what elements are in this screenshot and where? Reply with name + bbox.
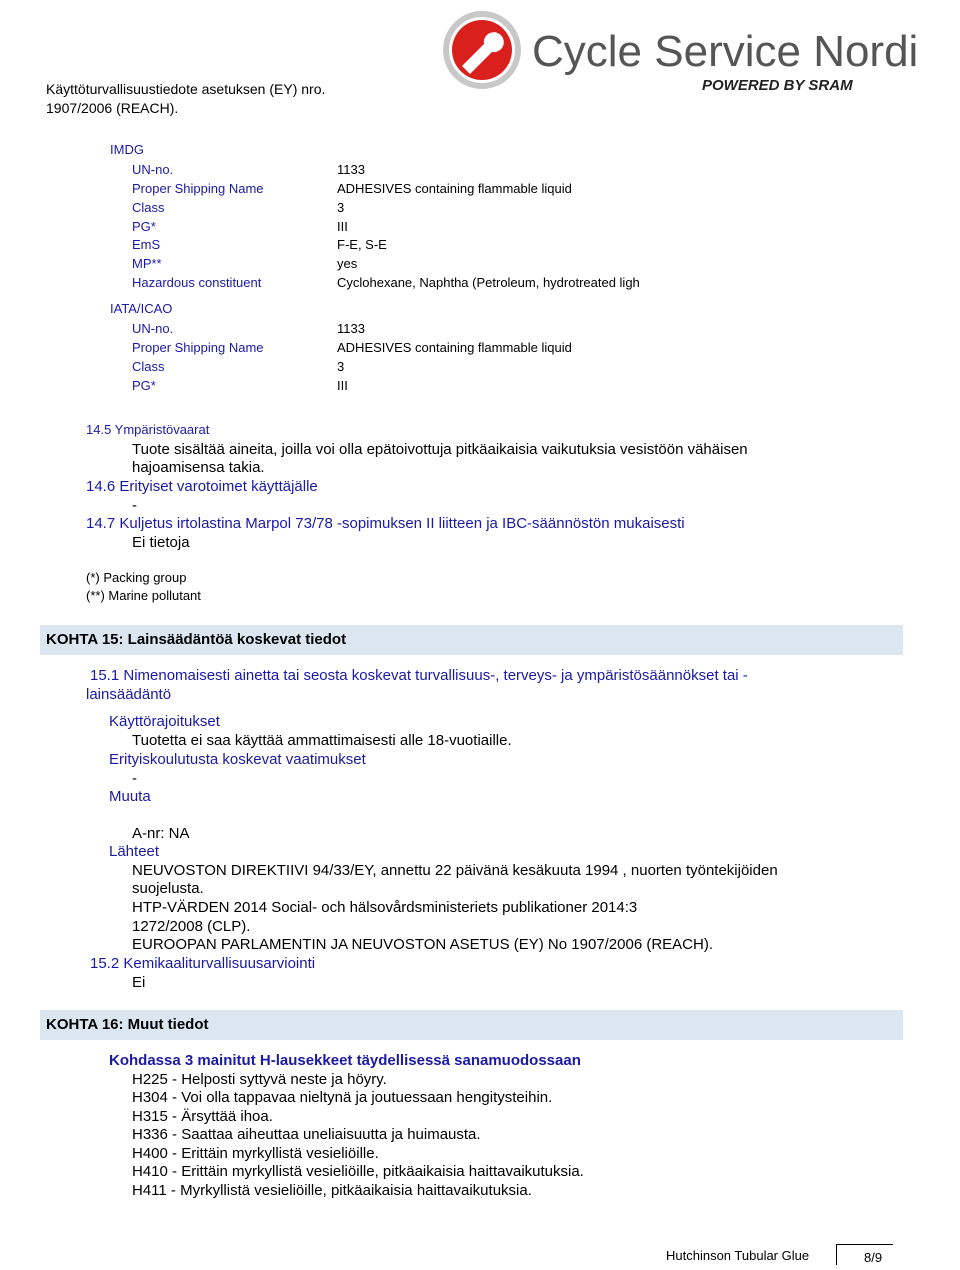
document-title xyxy=(46,80,325,118)
imdg-value-un: 1133 xyxy=(337,162,365,177)
imdg-label-ems: EmS xyxy=(132,237,161,252)
imdg-label-psn: Proper Shipping Name xyxy=(132,181,264,196)
erityiskoulutus-heading: Erityiskoulutusta koskevat vaatimukset xyxy=(109,751,366,768)
imdg-label-mp: MP** xyxy=(132,256,162,271)
document-title-line2: 1907/2006 (REACH). xyxy=(46,100,179,116)
imdg-heading: IMDG xyxy=(110,142,144,157)
imdg-label-class: Class xyxy=(132,200,165,215)
iata-label-class: Class xyxy=(132,359,165,374)
section-14-7-heading: 14.7 Kuljetus irtolastina Marpol 73/78 -sopimuksen II liitteen ja IBC-säännöstön mukaisesti xyxy=(86,515,685,532)
iata-label-un: UN-no. xyxy=(132,321,174,336)
h-statement-h315: H315 - Ärsyttää ihoa. xyxy=(132,1108,273,1125)
footer-product-name: Hutchinson Tubular Glue xyxy=(666,1248,810,1263)
section-15-2-text: Ei xyxy=(132,974,146,991)
section-15-bar: KOHTA 15: Lainsäädäntöä koskevat tiedot xyxy=(40,625,903,655)
anr-text: A-nr: NA xyxy=(132,825,190,842)
footer-page-number xyxy=(864,1250,882,1265)
imdg-value-pg: III xyxy=(337,219,348,234)
logo-text: Cycle Service Nordic xyxy=(532,27,920,76)
section-14-7-text: Ei tietoja xyxy=(132,534,190,551)
source-2-line1: HTP-VÄRDEN 2014 Social- och hälsovårdsministeriets publikationer 2014:3 xyxy=(132,899,638,916)
section-14-5-heading: 14.5 Ympäristövaarat xyxy=(86,422,210,437)
footnote-marine-pollutant: (**) Marine pollutant xyxy=(86,588,201,603)
source-2-line2: 1272/2008 (CLP). xyxy=(132,918,251,935)
imdg-label-un: UN-no. xyxy=(132,162,174,177)
section-14-5-text-line1: Tuote sisältää aineita, joilla voi olla epätoivottuja pitkäaikaisia vaikutuksia vesistöön vähäisen xyxy=(132,441,748,458)
iata-heading: IATA/ICAO xyxy=(110,301,173,316)
document-title-line1: Käyttöturvallisuustiedote asetuksen (EY) nro. xyxy=(46,81,326,97)
lahteet-heading: Lähteet xyxy=(109,843,160,860)
h-statement-h410: H410 - Erittäin myrkyllistä vesieliöille, pitkäaikaisia haittavaikutuksia. xyxy=(132,1163,584,1180)
company-logo xyxy=(440,8,920,98)
section-16-bar: KOHTA 16: Muut tiedot xyxy=(40,1010,903,1040)
h-statement-h411: H411 - Myrkyllistä vesieliöille, pitkäaikaisia haittavaikutuksia. xyxy=(132,1182,532,1199)
h-statement-h225: H225 - Helposti syttyvä neste ja höyry. xyxy=(132,1071,387,1088)
kayttorajoitukset-heading: Käyttörajoitukset xyxy=(109,713,220,730)
iata-value-un: 1133 xyxy=(337,321,365,336)
section-15-1-heading-line1: 15.1 Nimenomaisesti ainetta tai seosta koskevat turvallisuus-, terveys- ja ympäristösäännökset tai - xyxy=(90,667,748,684)
iata-value-psn: ADHESIVES containing flammable liquid xyxy=(337,340,572,355)
section-15-2-heading: 15.2 Kemikaaliturvallisuusarviointi xyxy=(90,955,316,972)
h-statements-heading: Kohdassa 3 mainitut H-lausekkeet täydellisessä sanamuodossaan xyxy=(109,1052,581,1069)
wrench-logo-icon xyxy=(440,8,920,98)
imdg-value-class: 3 xyxy=(337,200,345,215)
section-14-5-text-line2: hajoamisensa takia. xyxy=(132,459,265,476)
imdg-value-psn: ADHESIVES containing flammable liquid xyxy=(337,181,572,196)
imdg-value-mp: yes xyxy=(337,256,358,271)
section-14-6-heading: 14.6 Erityiset varotoimet käyttäjälle xyxy=(86,478,318,495)
section-15-1-heading-line2: lainsäädäntö xyxy=(86,686,172,703)
logo-tagline: POWERED BY SRAM xyxy=(702,77,853,94)
imdg-value-haz: Cyclohexane, Naphtha (Petroleum, hydrotreated ligh xyxy=(337,275,640,290)
imdg-label-haz: Hazardous constituent xyxy=(132,275,262,290)
imdg-value-ems: F-E, S-E xyxy=(337,237,387,252)
footer-page-current: 8 xyxy=(864,1250,872,1265)
imdg-label-pg: PG* xyxy=(132,219,156,234)
source-1-line1: NEUVOSTON DIREKTIIVI 94/33/EY, annettu 22 päivänä kesäkuuta 1994 , nuorten työntekijöiden xyxy=(132,862,778,879)
source-1-line2: suojelusta. xyxy=(132,880,204,897)
source-3: EUROOPAN PARLAMENTIN JA NEUVOSTON ASETUS (EY) No 1907/2006 (REACH). xyxy=(132,936,713,953)
muuta-heading: Muuta xyxy=(109,788,151,805)
erityiskoulutus-text: - xyxy=(132,770,137,787)
footer-page-total: /9 xyxy=(871,1250,883,1265)
h-statement-h400: H400 - Erittäin myrkyllistä vesieliöille. xyxy=(132,1145,379,1162)
iata-value-class: 3 xyxy=(337,359,345,374)
h-statement-h304: H304 - Voi olla tappavaa nieltynä ja joutuessaan hengitysteihin. xyxy=(132,1089,553,1106)
iata-label-pg: PG* xyxy=(132,378,156,393)
iata-label-psn: Proper Shipping Name xyxy=(132,340,264,355)
section-14-6-text: - xyxy=(132,497,137,514)
h-statement-h336: H336 - Saattaa aiheuttaa uneliaisuutta ja huimausta. xyxy=(132,1126,481,1143)
footnote-packing-group: (*) Packing group xyxy=(86,570,187,585)
iata-value-pg: III xyxy=(337,378,348,393)
kayttorajoitukset-text: Tuotetta ei saa käyttää ammattimaisesti alle 18-vuotiaille. xyxy=(132,732,512,749)
